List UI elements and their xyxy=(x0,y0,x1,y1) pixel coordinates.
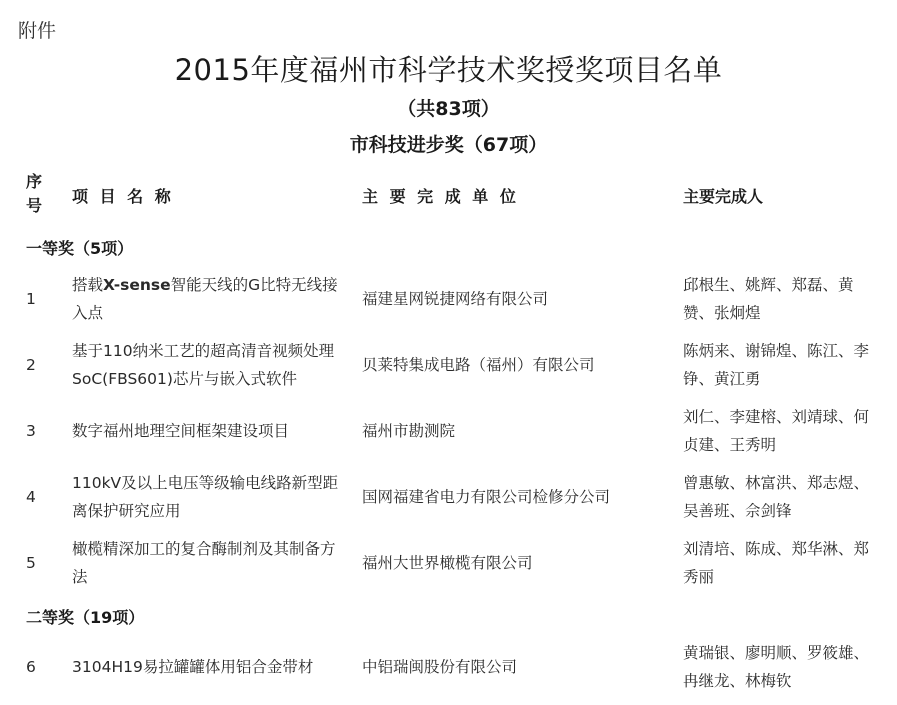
row-seq: 3 xyxy=(26,422,36,440)
column-header-seq: 序号 xyxy=(26,172,43,215)
row-name-rest: 智能天线的G比特无线接入点 xyxy=(72,276,338,322)
document-title: 2015年度福州市科学技术奖授奖项目名单 xyxy=(174,53,723,87)
row-name-bold: X-sense xyxy=(103,276,171,294)
row-project-name: 数字福州地理空间框架建设项目 xyxy=(72,422,290,440)
row-people: 刘清培、陈成、郑华淋、郑秀丽 xyxy=(683,540,870,586)
attachment-label: 附件 xyxy=(18,20,57,42)
row-project-name: 110kV及以上电压等级输电线路新型距离保护研究应用 xyxy=(72,474,339,520)
row-people: 黄瑞银、廖明顺、罗筱雄、冉继龙、林梅钦 xyxy=(683,644,870,690)
row-seq: 1 xyxy=(26,290,36,308)
column-header-people: 主要完成人 xyxy=(683,187,764,206)
row-project-name: 橄榄精深加工的复合酶制剂及其制备方法 xyxy=(72,540,336,586)
total-count: （共83项） xyxy=(397,98,500,120)
row-unit: 福州大世界橄榄有限公司 xyxy=(362,554,533,572)
row-unit: 贝莱特集成电路（福州）有限公司 xyxy=(362,356,595,374)
row-unit: 福州市勘测院 xyxy=(362,422,456,440)
row-people: 刘仁、李建榕、刘靖球、何贞建、王秀明 xyxy=(683,408,870,454)
row-project-name: 3104H19易拉罐罐体用铝合金带材 xyxy=(72,658,314,676)
group-label-second-prize: 二等奖（19项） xyxy=(26,608,145,627)
row-project-name: 基于110纳米工艺的超高清音视频处理SoC(FBS601)芯片与嵌入式软件 xyxy=(72,342,335,388)
row-name-prefix: 搭载 xyxy=(72,276,104,294)
row-people: 邱根生、姚辉、郑磊、黄赞、张炯煌 xyxy=(683,276,854,322)
row-unit: 中铝瑞闽股份有限公司 xyxy=(362,658,518,676)
row-unit: 国网福建省电力有限公司检修分公司 xyxy=(362,488,611,506)
row-people: 曾惠敏、林富洪、郑志煜、吴善班、佘剑锋 xyxy=(683,474,870,520)
row-seq: 5 xyxy=(26,554,36,572)
row-project-name xyxy=(72,271,350,327)
column-header-name: 项 目 名 称 xyxy=(72,187,174,206)
row-people: 陈炳来、谢锦煌、陈江、李铮、黄江勇 xyxy=(683,342,870,388)
row-seq: 6 xyxy=(26,658,36,676)
row-unit: 福建星网锐捷网络有限公司 xyxy=(362,290,549,308)
column-header-unit: 主 要 完 成 单 位 xyxy=(362,187,519,206)
row-seq: 2 xyxy=(26,356,36,374)
section-title: 市科技进步奖（67项） xyxy=(349,134,548,156)
row-seq: 4 xyxy=(26,488,36,506)
group-label-first-prize: 一等奖（5项） xyxy=(26,239,134,258)
